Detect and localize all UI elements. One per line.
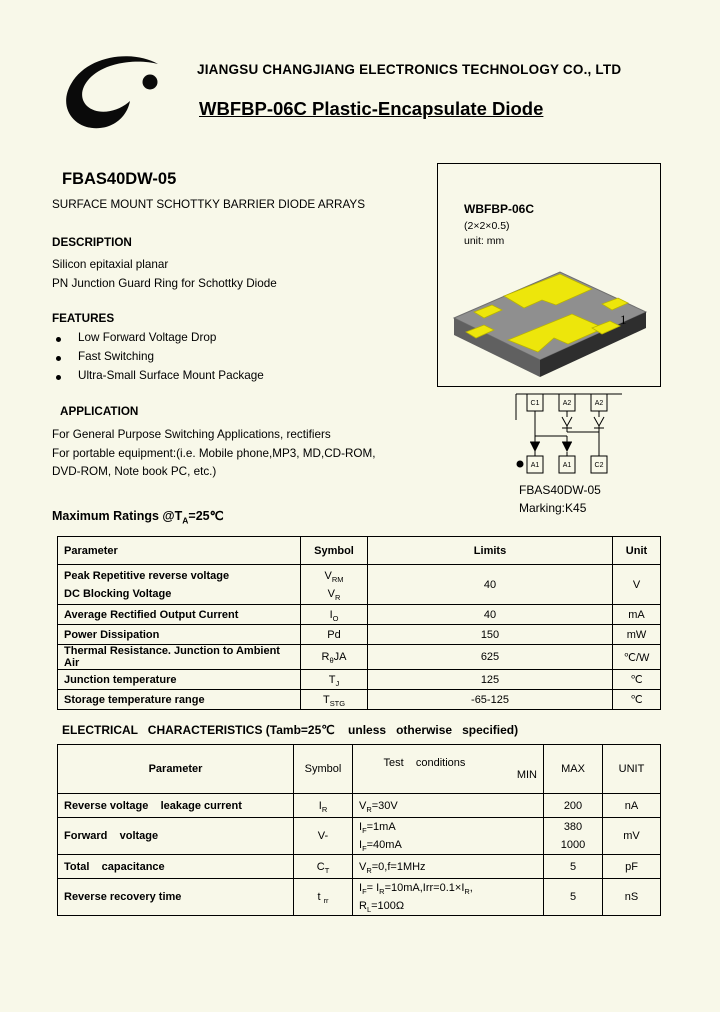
description-heading: DESCRIPTION: [52, 236, 132, 249]
parameter-cell: [58, 565, 301, 605]
feature-item: [52, 369, 412, 388]
conditions-label: Test conditions: [383, 757, 466, 769]
package-dimensions: (2×2×0.5): [464, 220, 510, 232]
application-heading: APPLICATION: [60, 405, 139, 418]
marking-label: Marking:K45: [519, 501, 587, 515]
table-row: [58, 794, 661, 818]
pin-label: A2: [562, 400, 572, 407]
col-header-parameter: Parameter: [58, 745, 294, 794]
pin-label: A1: [562, 462, 572, 469]
parameter-cell: Total capacitance: [58, 855, 294, 879]
document-title: WBFBP-06C Plastic-Encapsulate Diode: [199, 98, 544, 119]
features-heading: FEATURES: [52, 312, 115, 325]
pin-label: C2: [594, 462, 604, 469]
condition-line: $I_F=40mA$: [359, 839, 402, 854]
table-row: [58, 818, 661, 855]
max-cell: 5: [544, 855, 603, 879]
max-cell: [544, 818, 603, 855]
company-name: JIANGSU CHANGJIANG ELECTRONICS TECHNOLOGY CO., LTD: [197, 62, 622, 77]
condition-line: $R_L=100\Omega$: [359, 900, 405, 915]
symbol-cell: [301, 565, 368, 605]
max-line: 1000: [560, 839, 586, 851]
table-row: [58, 645, 661, 670]
symbol-cell: $I_O$: [301, 605, 368, 625]
parameter-cell: Thermal Resistance. Junction to Ambient Air: [58, 645, 301, 670]
limit-cell: 125: [368, 670, 613, 690]
col-header-limits: Limits: [368, 537, 613, 565]
col-header-symbol: Symbol: [294, 745, 353, 794]
table-row: [58, 565, 661, 605]
application-line: For General Purpose Switching Applications, rectifiers: [52, 428, 331, 441]
unit-cell: mV: [603, 818, 661, 855]
package-drawing-box: [437, 163, 661, 387]
package-name: WBFBP-06C: [464, 202, 535, 216]
unit-cell: V: [613, 565, 661, 605]
min-label: MIN: [516, 769, 537, 781]
table-row: [58, 605, 661, 625]
pin-label: A1: [530, 462, 540, 469]
circuit-diagram: [514, 390, 624, 476]
application-line: DVD-ROM, Note book PC, etc.): [52, 465, 217, 478]
feature-item: [52, 331, 412, 350]
product-subtitle: SURFACE MOUNT SCHOTTKY BARRIER DIODE ARRAYS: [52, 198, 366, 211]
bullet-icon: [56, 356, 61, 361]
max-cell: 200: [544, 794, 603, 818]
limit-cell: 625: [368, 645, 613, 670]
pin-label: C1: [530, 400, 540, 407]
electrical-characteristics-table: [57, 744, 661, 916]
application-line: For portable equipment:(i.e. Mobile phone,MP3, MD,CD-ROM,: [52, 447, 376, 460]
condition-line: $I_F= I_R=10mA,Irr=0.1\times I_R$,: [359, 882, 473, 897]
limit-cell: 40: [368, 565, 613, 605]
bullet-icon: [56, 337, 61, 342]
bullet-icon: [56, 375, 61, 380]
parameter-cell: Junction temperature: [58, 670, 301, 690]
table-row: [58, 879, 661, 916]
limit-cell: 40: [368, 605, 613, 625]
table-header-row: [58, 745, 661, 794]
pin1-label: 1: [620, 312, 627, 327]
table-row: [58, 855, 661, 879]
parameter-cell: Average Rectified Output Current: [58, 605, 301, 625]
symbol-cell: t $_{rr}$: [294, 879, 353, 916]
table-row: [58, 690, 661, 710]
parameter-cell: Reverse voltage leakage current: [58, 794, 294, 818]
company-logo: [58, 50, 174, 138]
col-header-symbol: Symbol: [301, 537, 368, 565]
symbol-cell: V-: [294, 818, 353, 855]
conditions-cell: $V_R=0,f=1MHz$: [353, 855, 544, 879]
maximum-ratings-table: [57, 536, 661, 710]
feature-item: [52, 350, 412, 369]
col-header-unit: Unit: [613, 537, 661, 565]
unit-cell: nA: [603, 794, 661, 818]
col-header-conditions: [353, 745, 544, 794]
description-line: PN Junction Guard Ring for Schottky Diode: [52, 277, 277, 290]
unit-cell: ℃: [613, 690, 661, 710]
conditions-cell: [353, 879, 544, 916]
conditions-cell: [353, 818, 544, 855]
col-header-unit: UNIT: [603, 745, 661, 794]
table-row: [58, 625, 661, 645]
symbol-line: $V_{RM}$: [324, 569, 344, 584]
pin-label: A2: [594, 400, 604, 407]
feature-label: Fast Switching: [78, 350, 154, 363]
description-line: Silicon epitaxial planar: [52, 258, 169, 271]
symbol-cell: $C_T$: [294, 855, 353, 879]
electrical-heading: ELECTRICAL CHARACTERISTICS (Tamb=25℃ unless otherwise specified): [62, 723, 519, 737]
parameter-line: DC Blocking Voltage: [64, 587, 172, 600]
logo-g-icon: [58, 50, 174, 138]
limit-cell: 150: [368, 625, 613, 645]
unit-cell: pF: [603, 855, 661, 879]
ratings-heading: Maximum Ratings $@T_A=25℃$: [52, 509, 224, 526]
package-unit: unit: mm: [464, 235, 505, 247]
conditions-cell: $V_R=30V$: [353, 794, 544, 818]
table-row: [58, 670, 661, 690]
feature-label: Ultra-Small Surface Mount Package: [78, 369, 264, 382]
unit-cell: ℃: [613, 670, 661, 690]
max-line: 380: [563, 821, 583, 833]
max-cell: 5: [544, 879, 603, 916]
table-header-row: [58, 537, 661, 565]
feature-label: Low Forward Voltage Drop: [78, 331, 217, 344]
schematic-part-number: FBAS40DW-05: [519, 483, 601, 497]
parameter-line: Peak Repetitive reverse voltage: [64, 569, 230, 582]
symbol-cell: $I_R$: [294, 794, 353, 818]
parameter-cell: Storage temperature range: [58, 690, 301, 710]
symbol-cell: $T_J$: [301, 670, 368, 690]
parameter-cell: Power Dissipation: [58, 625, 301, 645]
condition-line: $I_F=1mA$: [359, 821, 396, 836]
unit-cell: nS: [603, 879, 661, 916]
symbol-cell: Pd: [301, 625, 368, 645]
pin1-dot-icon: [517, 461, 524, 468]
limit-cell: -65-125: [368, 690, 613, 710]
unit-cell: mA: [613, 605, 661, 625]
part-number-heading: FBAS40DW-05: [62, 170, 177, 188]
unit-cell: ℃/W: [613, 645, 661, 670]
col-header-parameter: Parameter: [58, 537, 301, 565]
symbol-cell: $R_\theta JA$: [301, 645, 368, 670]
unit-cell: mW: [613, 625, 661, 645]
symbol-line: $V_R$: [327, 587, 341, 602]
parameter-cell: Forward voltage: [58, 818, 294, 855]
symbol-cell: $T_{STG}$: [301, 690, 368, 710]
col-header-max: MAX: [544, 745, 603, 794]
parameter-cell: Reverse recovery time: [58, 879, 294, 916]
